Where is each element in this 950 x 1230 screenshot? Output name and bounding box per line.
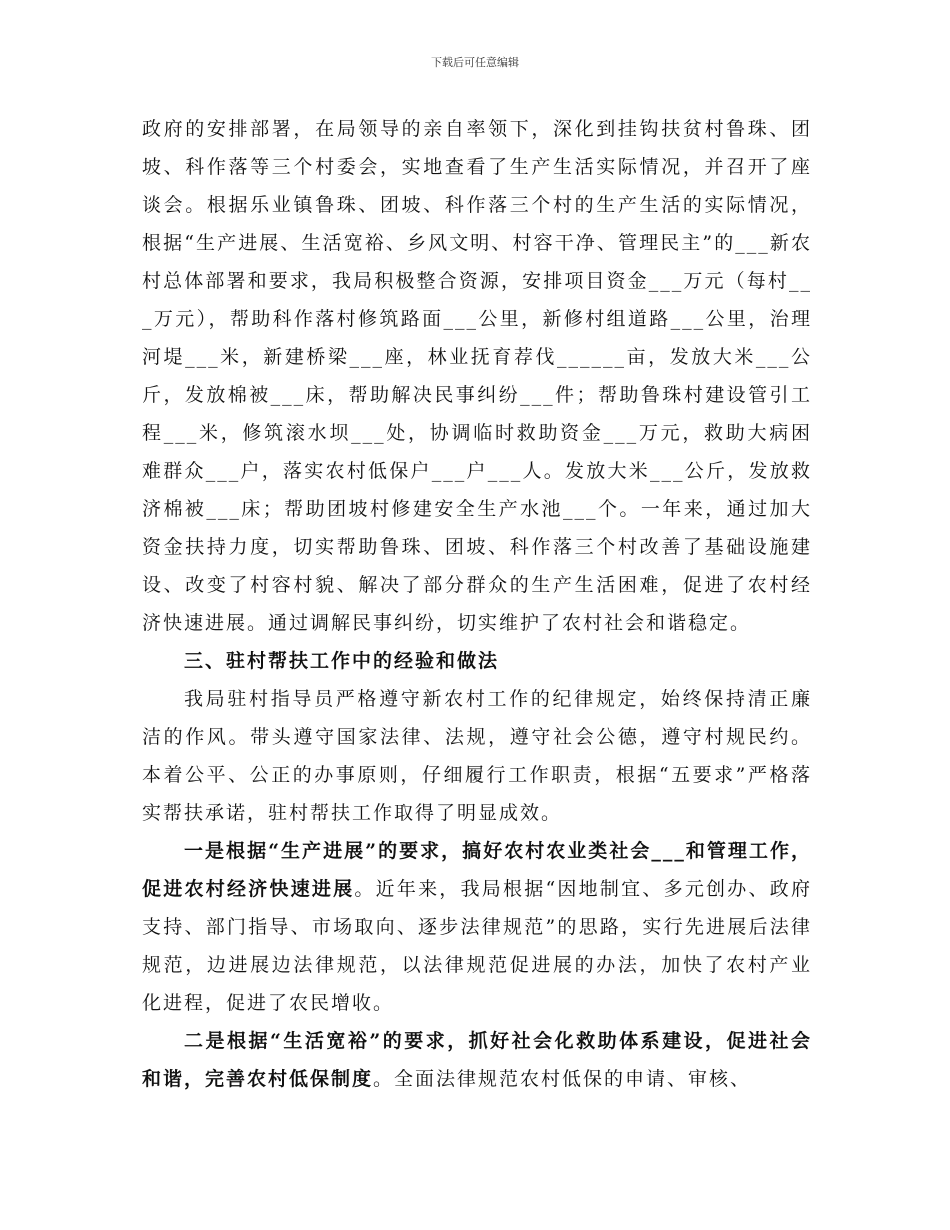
paragraph-4-text: 。全面法律规范农村低保的申请、审核、 — [373, 1068, 752, 1090]
paragraph-1: 政府的安排部署，在局领导的亲自率领下，深化到挂钩扶贫村鲁珠、团坡、科作落等三个村委会，实地查看了生产生活实际情况，并召开了座谈会。根据乐业镇鲁珠、团坡、科作落三个村的生产生活的实际情况，根据“生产进展、生活宽裕、乡风文明、村容干净、管理民主”的___新农村总体部署和要求，我局积极整合资源，安排项目资金___万元（每村___万元），帮助科作落村修筑路面___公里，新修村组道路___公里，治理河堤___米，新建桥梁___座，林业抚育荐伐______亩，发放大米___公斤，发放棉被___床，帮助解决民事纠纷___件；帮助鲁珠村建设管引工程___米，修筑滚水坝___处，协调临时救助资金___万元，救助大病困难群众___户，落实农村低保户___户___人。发放大米___公斤，发放救济棉被___床；帮助团坡村修建安全生产水池___个。一年来，通过加大资金扶持力度，切实帮助鲁珠、团坡、科作落三个村改善了基础设施建设、改变了村容村貌、解决了部分群众的生产生活困难，促进了农村经济快速进展。通过调解民事纠纷，切实维护了农村社会和谐稳定。 — [142, 118, 812, 634]
paragraph-3-text: 。近年来，我局根据“因地制宜、多元创办、政府支持、部门指导、市场取向、逐步法律规范”的思路，实行先进展后法律规范，边进展边法律规范，以法律规范促进展的办法，加快了农村产业化进程，促进了农民增收。 — [142, 878, 812, 1014]
paragraph-4-lead: 二是根据“生活宽裕”的要求，抓好社会化救助体系建设，促进社会和谐，完善农村低保制度 — [142, 1030, 812, 1090]
section-heading: 三、驻村帮扶工作中的经验和做法 — [184, 650, 500, 672]
page-header: 下载后可任意编辑 — [431, 56, 519, 69]
paragraph-3-lead: 一是根据“生产进展”的要求，搞好农村农业类社会___和管理工作，促进农村经济快速进展 — [142, 840, 812, 900]
paragraph-2: 我局驻村指导员严格遵守新农村工作的纪律规定，始终保持清正廉洁的作风。带头遵守国家法律、法规，遵守社会公德，遵守村规民约。本着公平、公正的办事原则，仔细履行工作职责，根据“五要求”严格落实帮扶承诺，驻村帮扶工作取得了明显成效。 — [142, 688, 812, 824]
paragraph-4 — [142, 1022, 812, 1098]
document-body — [142, 110, 812, 1098]
paragraph-3 — [142, 832, 812, 1022]
